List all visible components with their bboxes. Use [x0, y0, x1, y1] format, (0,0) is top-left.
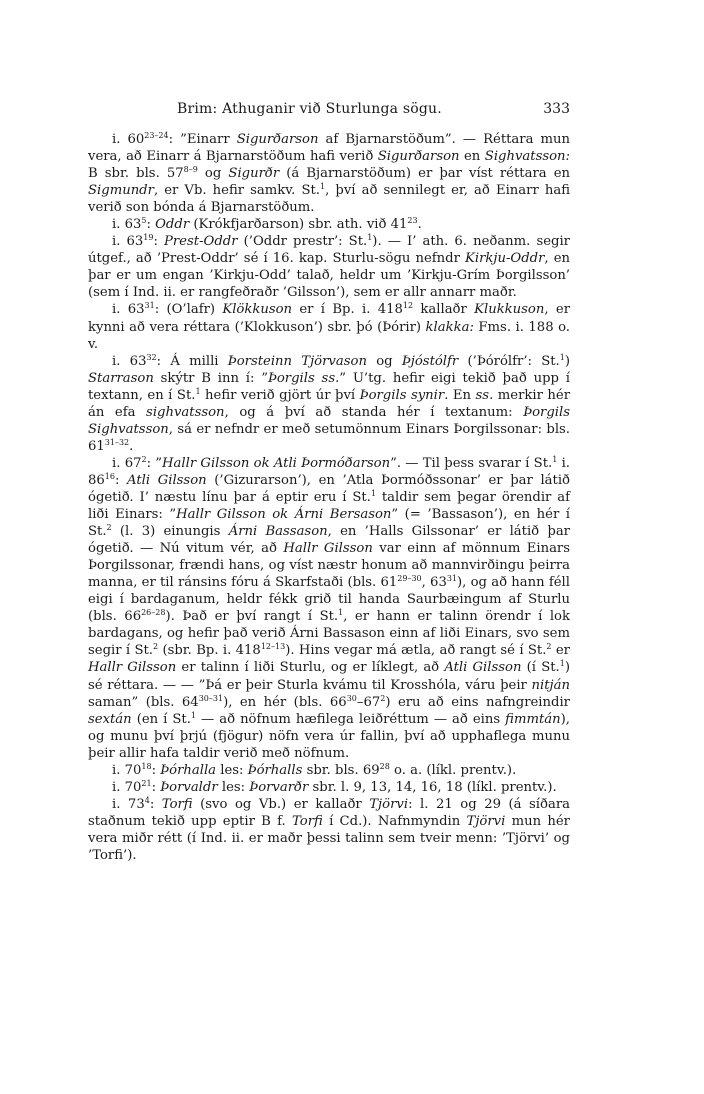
body-text	[88, 131, 570, 864]
paragraph-60-23: i. 60$^{23-24}$: ”Einarr Sigurðarson af Bjarnarstöðum”. — Réttara mun vera, að Einarr á Bjarnarstöðum hafi verið Sigurðarson en Sighvatsson: B sbr. bls. 57$^{8-9}$ og Sigurðr (á Bjarnarstöðum) er þar víst réttara en Sigmundr, er Vb. hefir samkv. St.$^1$, því að sennilegt er, að Einarr hafi verið son bónda á Bjarnarstöðum.	[88, 131, 571, 216]
paragraph-63-31: i. $63^{31}$: (O’lafr) Klökkuson er í Bp. i. $418^{12}$ kallaðr Klukkuson, er kynni að vera réttara (’Klokkuson’) sbr. þó (Þórir) klakka: Fms. i. 188 o. v.	[88, 301, 570, 352]
paragraph-67-2: i. $67^2$: ”Hallr Gilsson ok Atli Þormóðarson”. — Til þess svarar í St.$^1$ i. $86^{16}$: Atli Gilsson (’Gizurarson’), en ’Atla Þormóðssonar’ er þar látið ógetið. I’ næstu línu þar á eptir eru í St.$^1$ taldir sem þegar örendir af liði Einars: ”Hallr Gilsson ok Árni Bersason” (= ’Bassason’), en hér í St.$^2$ (l. 3) einungis Árni Bassason, en ’Halls Gilssonar’ er látið þar ógetið. — Nú vitum vér, að Hallr Gilsson var einn af mönnum Einars Þorgilssonar, frændi hans, og víst næstr honum að mannvirðingu þeirra manna, er til ránsins fóru á Skarfstaði (bls. 61$^{29-30}$, $63^{31}$), og að hann féll eigi í bardaganum, heldr fékk grið til handa Saurbæingum af Sturlu (bls. 66$^{26-28}$). Það er því rangt í St.$^1$, er hann er talinn örendr í lok bardagans, og hefir það verið Árni Bassason einn af liði Einars, svo sem segir í St.$^2$ (sbr. Bp. i. 418$^{12-13}$). Hins vegar má ætla, að rangt sé í St.$^2$ er Hallr Gilsson er talinn í liði Sturlu, og er líklegt, að Atli Gilsson (í St.$^1$) sé réttara. — — ”Þá er þeir Sturla kvámu til Krosshóla, váru þeir nitján saman” (bls. 64$^{30-31}$), en hér (bls. $66^{30}-67^2$) eru að eins nafngreindir sextán (en í St.$^1$ — að nöfnum hæfilega leiðréttum — að eins fimmtán), og munu því þrjú (fjögur) nöfn vera úr fallin, því að upphaflega munu þeir allir hafa taldir verið með nöfnum.	[88, 454, 571, 761]
running-header	[177, 101, 570, 123]
paragraph-70-21: i. $70^{21}$: Þorvaldr les: Þorvarðr sbr. l. 9, 13, 14, 16, 18 (líkl. prentv.).	[112, 778, 557, 795]
page-number: 333	[543, 101, 570, 117]
header-title: Brim: Athuganir við Sturlunga sögu.	[177, 101, 442, 117]
paragraph-73-4: i. $73^4$: Torfi (svo og Vb.) er kallaðr Tjörvi: l. 21 og 29 (á síðara staðnum tekið upp eptir B f. Torfi í Cd.). Nafnmyndin Tjörvi mun hér vera miðr rétt (í Ind. ii. er maðr þessi talinn sem tveir menn: ’Tjörvi’ og ’Torfi’).	[88, 795, 570, 863]
paragraph-63-32: i. $63^{32}$: Á milli Þorsteinn Tjörvason og Þjóstólfr (’Þórólfr’: St.$^1$) Starrason skýtr B inn í: ”Þorgils ss.” U’tg. hefir eigi tekið það upp í textann, en í St.$^1$ hefir verið gjört úr því Þorgils synir. En ss. merkir hér án efa sighvatsson, og á því að standa hér í textanum: Þorgils Sighvatsson, sá er nefndr er með setumönnum Einars Þorgilssonar: bls. 61$^{31-32}$.	[88, 352, 570, 454]
paragraph-70-18: i. $70^{18}$: Þórhalla les: Þórhalls sbr. bls. $69^{28}$ o. a. (líkl. prentv.).	[112, 761, 517, 778]
paragraph-63-5: i. $63^5$: Oddr (Krókfjarðarson) sbr. ath. við $41^{23}$.	[112, 216, 422, 233]
paragraph-63-19: i. $63^{19}$: Prest-Oddr (’Oddr prestr’: St.$^1$). — I’ ath. 6. neðanm. segir útgef., að ’Prest-Oddr’ sé í 16. kap. Sturlu-sögu nefndr Kirkju-Oddr, en þar er um engan ’Kirkju-Odd’ talað, heldr um ’Kirkju-Grím Þorgilsson’ (sem í Ind. ii. er rangfeðraðr ’Gilsson’), sem er allr annarr maðr.	[88, 233, 570, 301]
